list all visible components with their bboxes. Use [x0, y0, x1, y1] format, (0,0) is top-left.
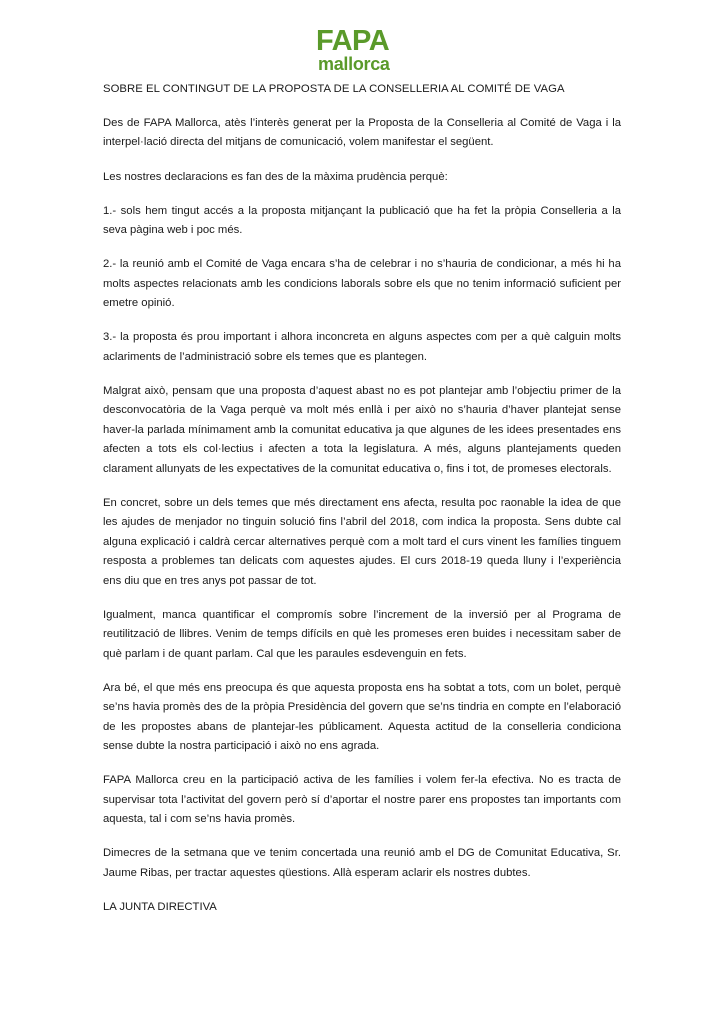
paragraph-8: Igualment, manca quantificar el compromís sobre l’increment de la inversió per al Programa de reutilització de llibres. Venim de temps difícils en què les promeses eren buides i necessitam saber de què parlam i de quant parlam. Cal que les paraules esdevenguin en fets.	[103, 608, 621, 660]
paragraph-6: Malgrat això, pensam que una proposta d’aquest abast no es pot plantejar amb l’objectiu primer de la desconvocatòria de la Vaga perquè va molt més enllà i per això no s’hauria d’haver plantejat sense haver-la parlada mínimament amb la comunitat educativa ja que algunes de les idees presentades ens afecten a tots els col·lectius i afecten a tota la legislatura. A més, alguns plantejaments queden clarament allunyats de les expectatives de la comunitat educativa o, fins i tot, de promeses electorals.	[103, 385, 621, 475]
logo-line2: mallorca	[318, 54, 390, 74]
document-title: SOBRE EL CONTINGUT DE LA PROPOSTA DE LA CONSELLERIA AL COMITÉ DE VAGA	[103, 83, 565, 95]
paragraph-2: Les nostres declaracions es fan des de la màxima prudència perquè:	[103, 170, 448, 183]
paragraph-5: 3.- la proposta és prou important i alhora inconcreta en alguns aspectes com per a què calguin molts aclariments de l’administració sobre els temes que es plantegen.	[103, 331, 621, 363]
paragraph-11: Dimecres de la setmana que ve tenim concertada una reunió amb el DG de Comunitat Educativa, Sr. Jaume Ribas, per tractar aquestes qüestions. Allà esperam aclarir els nostres dubtes.	[103, 847, 621, 879]
logo-line1: FAPA	[316, 25, 390, 57]
paragraph-3: 1.- sols hem tingut accés a la proposta mitjançant la publicació que ha fet la pròpia Conselleria a la seva pàgina web i poc més.	[103, 204, 621, 237]
signature: LA JUNTA DIRECTIVA	[103, 900, 217, 913]
paragraph-9: Ara bé, el que més ens preocupa és que aquesta proposta ens ha sobtat a tots, com un bolet, perquè se’ns havia promès des de la pròpia Presidència del govern que se’ns tindria en compte en l’elaboració de les propostes abans de plantejar-les públicament. Aquesta actitud de la conselleria condiciona sense dubte la nostra participació i això no ens agrada.	[103, 681, 621, 752]
paragraph-7: En concret, sobre un dels temes que més directament ens afecta, resulta poc raonable la idea de que les ajudes de menjador no tinguin solució fins l’abril del 2018, com indica la proposta. Sens dubte cal alguna explicació i caldrà cercar alternatives perquè com a molt tard el curs vinent les famílies tinguem resposta a problemes tan delicats com aquestes ajudes. El curs 2018-19 queda lluny i l’experiència ens diu que en tres anys pot passar de tot.	[103, 496, 621, 587]
paragraph-10: FAPA Mallorca creu en la participació activa de les famílies i volem fer-la efectiva. No es tracta de supervisar tota l’activitat del govern però sí d’aportar el nostre parer ens propostes tan importants com aquesta, tal i com se’ns havia promès.	[103, 774, 621, 825]
fapa-mallorca-logo	[314, 22, 394, 78]
logo-graphic	[314, 22, 394, 78]
document-body	[103, 80, 621, 917]
paragraph-4: 2.- la reunió amb el Comité de Vaga encara s’ha de celebrar i no s’hauria de condicionar, a més hi ha molts aspectes relacionats amb les condicions laborals sobre els que no tenim informació suficient per emetre opinió.	[103, 258, 621, 310]
paragraph-1: Des de FAPA Mallorca, atès l’interès generat per la Proposta de la Conselleria al Comité de Vaga i la interpel·lació directa del mitjans de comunicació, volem manifestar el següent.	[103, 117, 621, 149]
